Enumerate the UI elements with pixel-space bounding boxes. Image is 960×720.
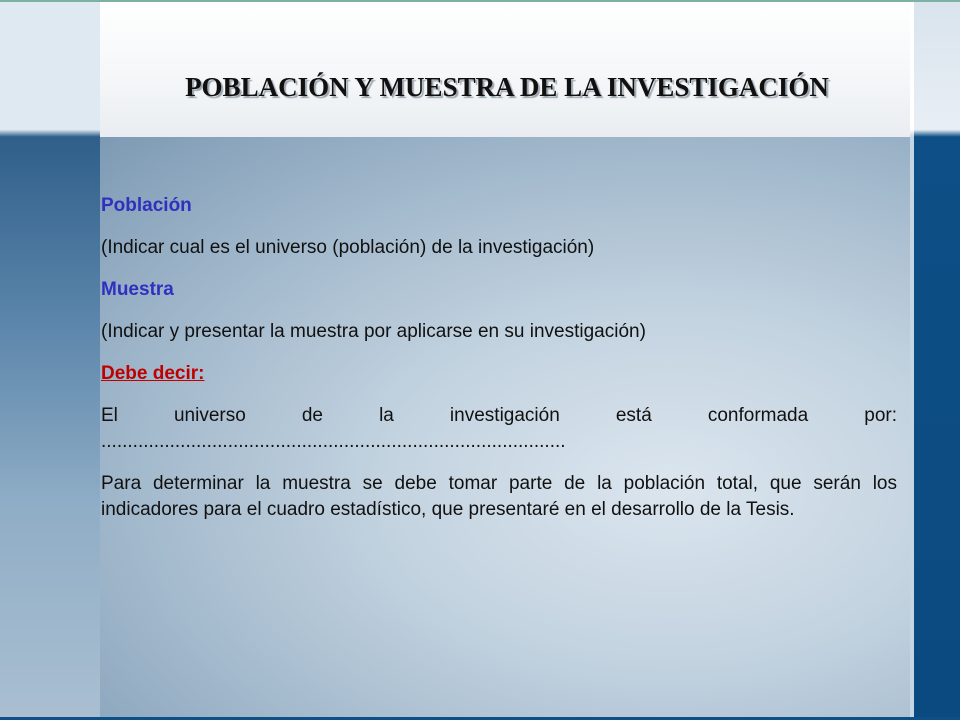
slide-body	[101, 193, 897, 539]
debe-decir-heading	[101, 361, 897, 387]
universo-line: El universo de la investigación está conformada por:	[101, 405, 897, 426]
muestra-text: (Indicar y presentar la muestra por aplicarse en su investigación)	[101, 321, 646, 342]
universo-dots: ........................................................................................	[101, 431, 566, 452]
poblacion-heading: Población	[101, 195, 192, 216]
slide-title: POBLACIÓN Y MUESTRA DE LA INVESTIGACIÓN	[185, 72, 829, 102]
muestra-heading: Muestra	[101, 279, 174, 300]
universo-block	[101, 403, 897, 455]
top-accent-line	[0, 0, 960, 2]
final-paragraph: Para determinar la muestra se debe tomar parte de la población total, que serán los indicadores para el cuadro estadístico, que presentaré en el desarrollo de la Tesis.	[101, 473, 897, 520]
debe-decir-label: Debe decir:	[101, 363, 205, 384]
title-band	[100, 0, 914, 137]
left-decor-strip	[0, 0, 100, 720]
right-decor-strip	[914, 0, 960, 720]
poblacion-text: (Indicar cual es el universo (población) de la investigación)	[101, 237, 595, 258]
